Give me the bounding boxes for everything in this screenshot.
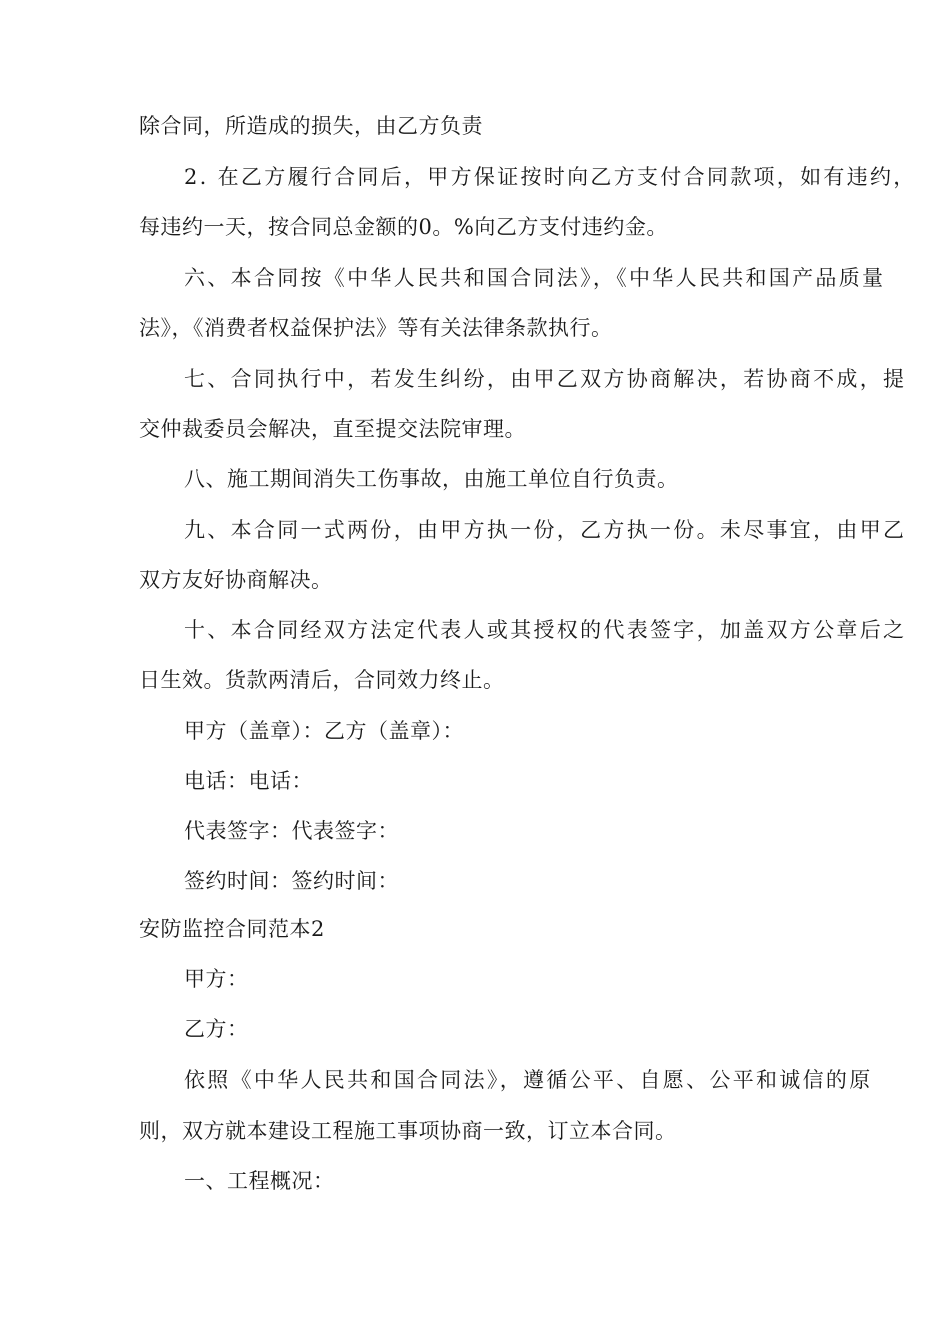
text-line-22: 一、工程概况： bbox=[184, 1169, 335, 1193]
text-line-1: 除合同，所造成的损失，由乙方负责 bbox=[139, 114, 483, 138]
text-line-20: 依照《中华人民共和国合同法》，遵循公平、自愿、公平和诚信的原 bbox=[184, 1068, 873, 1092]
text-line-11: 十、本合同经双方法定代表人或其授权的代表签字，加盖双方公章后之 bbox=[184, 618, 907, 642]
section-heading-2: 安防监控合同范本2 bbox=[139, 917, 325, 941]
text-line-12: 日生效。货款两清后，合同效力终止。 bbox=[139, 668, 505, 692]
text-line-21: 则，双方就本建设工程施工事项协商一致，订立本合同。 bbox=[139, 1119, 677, 1143]
text-line-18: 甲方： bbox=[184, 967, 249, 991]
text-line-4: 六、本合同按《中华人民共和国合同法》，《中华人民共和国产品质量 bbox=[184, 266, 886, 290]
text-line-15: 代表签字：代表签字： bbox=[184, 819, 399, 843]
text-line-8: 八、施工期间消失工伤事故，由施工单位自行负责。 bbox=[184, 467, 679, 491]
text-line-7: 交仲裁委员会解决，直至提交法院审理。 bbox=[139, 417, 526, 441]
text-line-2: 2. 在乙方履行合同后，甲方保证按时向乙方支付合同款项，如有违约， bbox=[184, 165, 917, 189]
text-line-6: 七、合同执行中，若发生纠纷，由甲乙双方协商解决，若协商不成，提 bbox=[184, 367, 907, 391]
text-line-13: 甲方（盖章）：乙方（盖章）： bbox=[184, 719, 464, 743]
text-line-3: 每违约一天，按合同总金额的0。%向乙方支付违约金。 bbox=[139, 215, 668, 239]
text-line-14: 电话：电话： bbox=[184, 769, 313, 793]
text-line-19: 乙方： bbox=[184, 1017, 249, 1041]
text-line-10: 双方友好协商解决。 bbox=[139, 568, 333, 592]
text-line-5: 法》，《消费者权益保护法》等有关法律条款执行。 bbox=[139, 316, 613, 340]
text-line-16: 签约时间：签约时间： bbox=[184, 869, 399, 893]
text-line-9: 九、本合同一式两份，由甲方执一份，乙方执一份。未尽事宜，由甲乙 bbox=[184, 518, 907, 542]
